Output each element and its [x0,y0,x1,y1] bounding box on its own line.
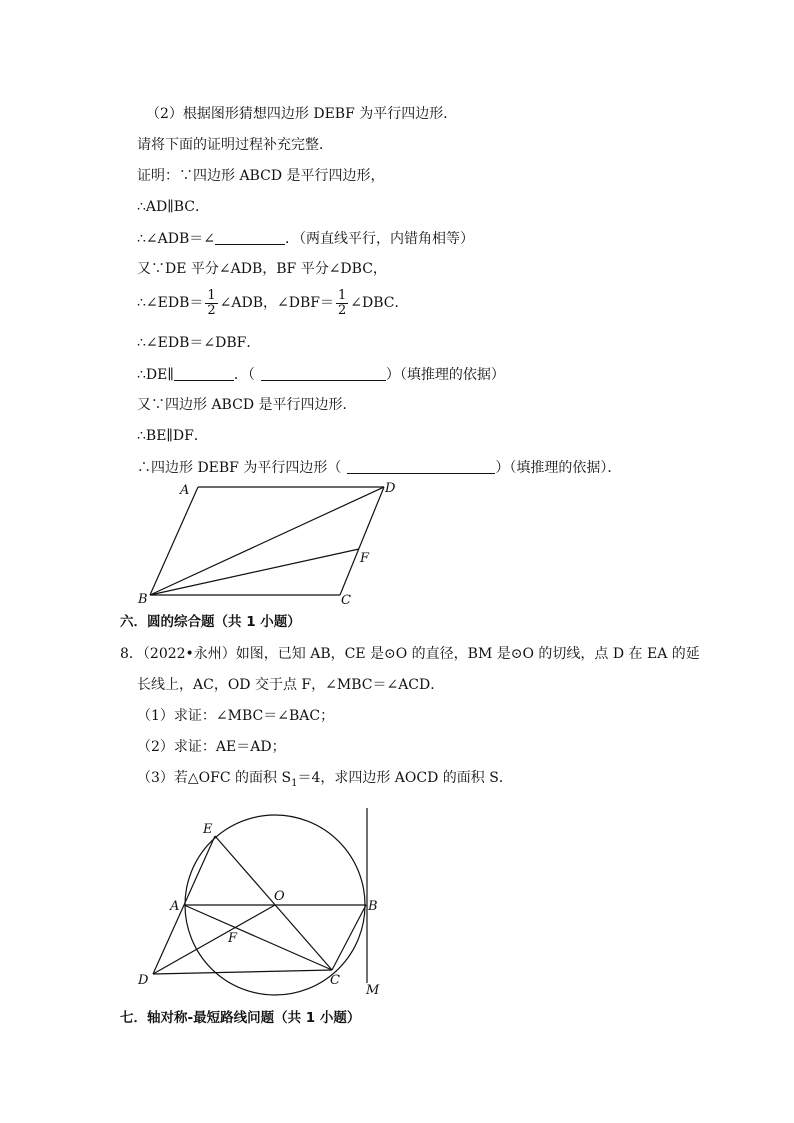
proof-line-3 [137,228,474,249]
segment-BD [150,487,384,595]
proof-line-7-a: ∴DE∥ [137,367,174,383]
proof-line-3-end: ．（两直线平行，内错角相等） [285,231,474,247]
proof-line-2: ∴AD∥BC． [137,199,209,215]
problem-8-question-3 [137,768,513,794]
question-3-start: （3）若△OFC 的面积 S [137,770,292,786]
fill-blank-reason-2[interactable] [347,457,495,474]
parallelogram-figure [130,476,400,611]
proof-line-7-c: ）（填推理的依据） [385,367,505,383]
proof-line-4: 又∵DE 平分∠ADB，BF 平分∠DBC， [137,261,387,277]
fill-blank-reason-1[interactable] [261,364,386,381]
label-B: B [138,592,148,607]
proof-line-7-b: ．（ [233,367,255,383]
proof-line-8: 又∵四边形 ABCD 是平行四边形． [137,397,357,413]
fraction-numerator: 1 [207,287,216,303]
label-E: E [203,822,213,837]
label-A: A [180,483,190,498]
segment-AB [150,487,198,595]
proof-line-10-a: ∴四边形 DEBF 为平行四边形（ [137,460,342,476]
fraction-denominator: 2 [207,302,216,318]
proof-line-7 [137,364,505,385]
problem-8-question-2: （2）求证：AE＝AD； [137,739,286,755]
fraction-half-2 [336,289,348,318]
segment-AD [153,905,184,974]
proof-line-6: ∴∠EDB＝∠DBF． [137,335,261,351]
problem-8-line-2: 长线上，AC，OD 交于点 F，∠MBC＝∠ACD． [137,677,445,693]
segment-DC [340,487,384,595]
label-D: D [385,481,396,496]
segment-EA [184,836,215,905]
circle-figure [130,808,390,1003]
proof-line-5 [137,288,408,318]
question-3-end: ＝4，求四边形 AOCD 的面积 S． [297,770,513,786]
proof-line-10-b: ）（填推理的依据）． [495,460,622,476]
segment-DO [153,905,275,974]
label-O: O [274,889,285,904]
proof-line-5-b: ∠ADB，∠DBF＝ [219,295,334,311]
segment-DC [153,970,332,974]
subscript-1: 1 [291,777,298,789]
label-C: C [330,973,340,988]
proof-line-1: 证明：∵四边形 ABCD 是平行四边形， [137,168,385,184]
proof-line-10 [137,457,621,478]
segment-BF [150,549,359,595]
label-B: B [368,899,378,914]
label-M: M [366,983,380,998]
problem-8-line-1: 8．（2022•永州）如图，已知 AB，CE 是⊙O 的直径，BM 是⊙O 的切线，点 D 在 EA 的延 [120,646,700,662]
instruction-text: 请将下面的证明过程补充完整． [137,137,333,153]
segment-BC [332,905,366,970]
label-A: A [170,899,180,914]
question-2-text: （2）根据图形猜想四边形 DEBF 为平行四边形． [146,106,458,122]
fraction-numerator: 1 [337,287,347,303]
fill-blank-angle[interactable] [215,228,285,245]
label-D: D [138,973,149,988]
section-7-heading: 七．轴对称-最短路线问题（共 1 小题） [120,1010,361,1026]
label-F: F [228,931,238,946]
proof-line-9: ∴BE∥DF． [137,428,208,444]
fraction-half-1 [205,289,217,318]
proof-line-5-a: ∴∠EDB＝ [137,295,204,311]
proof-line-3-start: ∴∠ADB＝∠ [137,231,215,247]
label-F: F [360,551,370,566]
label-C: C [341,593,351,608]
problem-8-question-1: （1）求证：∠MBC＝∠BAC； [137,708,335,724]
section-6-heading: 六．圆的综合题（共 1 小题） [120,614,301,630]
proof-line-5-c: ∠DBC． [350,295,409,311]
fraction-denominator: 2 [337,302,347,318]
fill-blank-parallel[interactable] [174,364,234,381]
